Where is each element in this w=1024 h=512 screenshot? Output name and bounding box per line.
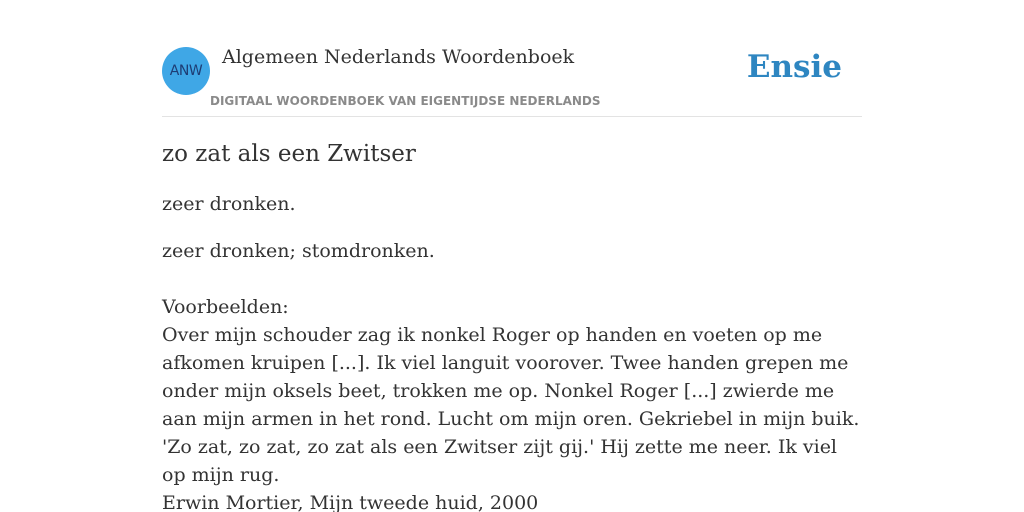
- entry-content: [162, 140, 862, 512]
- site-header: [162, 46, 862, 117]
- logo-text: ANW: [169, 63, 203, 79]
- definition-long: zeer dronken; stomdronken.: [162, 240, 435, 262]
- entry-headword: zo zat als een Zwitser: [162, 141, 416, 167]
- example-quote: Over mijn schouder zag ik nonkel Roger op handen en voeten op me afkomen kruipen [...]. Ik viel languit voorover. Twee handen grepen me onder mijn oksels beet, trokken me op. Nonkel Roger [...] zwierde me aan mijn armen in het rond. Lucht om mijn oren. Gekriebel in mijn buik. 'Zo zat, zo zat, zo zat als een Zwitser zijt gij.' Hij zette me neer. Ik viel op mijn rug.: [162, 324, 860, 486]
- example-source: Erwin Mortier, Mijn tweede huid, 2000: [162, 492, 539, 512]
- dictionary-subtitle: DIGITAAL WOORDENBOEK VAN EIGENTIJDSE NEDERLANDS: [210, 94, 601, 108]
- ensie-brand-link[interactable]: Ensie: [746, 49, 842, 85]
- definition-short: zeer dronken.: [162, 193, 296, 215]
- anw-logo-icon[interactable]: [162, 47, 210, 95]
- examples-section: [162, 293, 862, 512]
- dictionary-title[interactable]: Algemeen Nederlands Woordenboek: [222, 46, 575, 68]
- examples-label: Voorbeelden:: [162, 296, 289, 318]
